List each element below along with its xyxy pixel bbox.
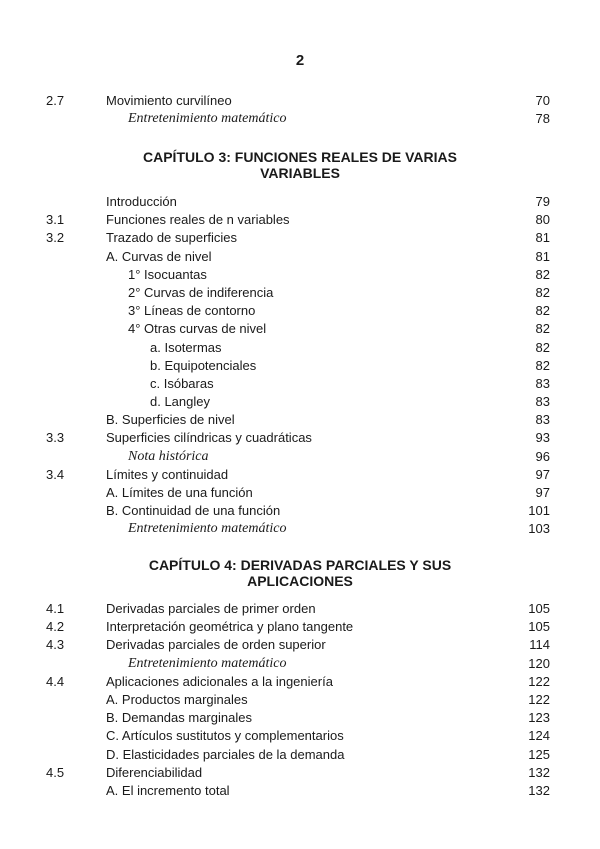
- toc-entry-page: 79: [535, 194, 550, 209]
- toc-entry: [0, 746, 600, 764]
- toc-entry-title: Entretenimiento matemático: [128, 655, 287, 671]
- toc-entry-number: 3.4: [46, 466, 65, 482]
- toc-entry-title: Entretenimiento matemático: [128, 111, 287, 127]
- toc-entry-page: 93: [535, 430, 550, 446]
- toc-entry-title: B. Demandas marginales: [106, 710, 252, 726]
- toc-entry-title: b. Equipotenciales: [150, 357, 257, 373]
- toc-entry-page: 132: [528, 764, 550, 780]
- toc-entry-title: Derivadas parciales de orden superior: [106, 637, 326, 653]
- toc-entry: [0, 429, 600, 447]
- chapter4-heading-line1: CAPÍTULO 4: DERIVADAS PARCIALES Y SUS: [148, 557, 452, 573]
- toc-entry-title: A. Curvas de nivel: [106, 248, 212, 264]
- toc-block-chapter4: [0, 600, 600, 800]
- toc-entry-page: 97: [535, 485, 550, 500]
- toc-entry-page: 82: [535, 339, 550, 355]
- toc-entry-title: Entretenimiento matemático: [128, 521, 287, 537]
- toc-entry: [0, 764, 600, 782]
- toc-entry: [0, 448, 600, 466]
- toc-entry-number: 3.3: [46, 430, 65, 446]
- toc-entry: [0, 411, 600, 429]
- toc-entry: [0, 636, 600, 654]
- toc-entry-title: Trazado de superficies: [106, 230, 238, 246]
- toc-entry-title: Nota histórica: [128, 448, 209, 464]
- toc-entry-page: 122: [528, 673, 550, 689]
- toc-entry-page: 82: [535, 266, 550, 282]
- toc-entry-title: A. Productos marginales: [106, 691, 248, 707]
- toc-entry-title: Funciones reales de n variables: [106, 212, 290, 228]
- toc-entry-page: 82: [535, 321, 550, 337]
- toc-entry-page: 124: [528, 728, 550, 744]
- toc-entry-title: Introducción: [106, 194, 177, 209]
- toc-entry: [0, 110, 600, 128]
- toc-entry-page: 70: [535, 93, 550, 108]
- toc-entry-page: 101: [528, 503, 550, 519]
- toc-entry-page: 105: [528, 619, 550, 635]
- toc-entry-page: 120: [528, 655, 550, 671]
- toc-entry-title: D. Elasticidades parciales de la demanda: [106, 746, 345, 762]
- toc-entry: [0, 193, 600, 211]
- toc-entry-title: Diferenciabilidad: [106, 764, 203, 780]
- toc-entry-title: 4° Otras curvas de nivel: [128, 321, 267, 337]
- toc-entry-title: Aplicaciones adicionales a la ingeniería: [106, 673, 333, 689]
- toc-entry: [0, 655, 600, 673]
- toc-entry: [0, 229, 600, 247]
- toc-entry-title: a. Isotermas: [150, 339, 222, 355]
- page-number: 2: [295, 52, 305, 69]
- toc-entry: [0, 600, 600, 618]
- toc-entry-number: 4.1: [46, 601, 65, 616]
- toc-entry-title: c. Isóbaras: [150, 375, 214, 391]
- toc-block-chapter2-end: [0, 92, 600, 128]
- toc-entry-title: Interpretación geométrica y plano tangente: [106, 619, 354, 635]
- toc-entry-page: 78: [535, 111, 550, 127]
- toc-entry: [0, 393, 600, 411]
- toc-entry: [0, 484, 600, 502]
- toc-entry-title: C. Artículos sustitutos y complementarios: [106, 728, 344, 744]
- toc-entry-page: 114: [529, 637, 550, 653]
- toc-entry-title: 2° Curvas de indiferencia: [128, 284, 274, 300]
- toc-entry: [0, 782, 600, 800]
- toc-entry-title: B. Continuidad de una función: [106, 503, 281, 519]
- toc-entry-title: Límites y continuidad: [106, 466, 229, 482]
- toc-entry-page: 83: [535, 394, 550, 410]
- toc-entry-title: d. Langley: [150, 394, 210, 410]
- toc-entry-title: Movimiento curvilíneo: [106, 93, 232, 108]
- toc-entry: [0, 357, 600, 375]
- chapter4-heading: [0, 557, 600, 589]
- toc-entry-number: 4.4: [46, 673, 65, 689]
- chapter3-heading-line2: VARIABLES: [260, 165, 340, 181]
- toc-block-chapter3: [0, 193, 600, 539]
- toc-entry: [0, 248, 600, 266]
- toc-entry-title: A. El incremento total: [106, 782, 230, 798]
- toc-entry: [0, 302, 600, 320]
- toc-entry-page: 132: [528, 782, 550, 798]
- toc-entry: [0, 266, 600, 284]
- toc-entry: [0, 502, 600, 520]
- chapter3-heading-line1: CAPÍTULO 3: FUNCIONES REALES DE VARIAS: [143, 149, 457, 165]
- toc-entry-number: 4.5: [46, 764, 65, 780]
- toc-entry: [0, 520, 600, 538]
- toc-entry-title: B. Superficies de nivel: [106, 412, 235, 428]
- toc-entry-page: 82: [535, 303, 550, 319]
- toc-entry: [0, 691, 600, 709]
- toc-entry-title: Superficies cilíndricas y cuadráticas: [106, 430, 312, 446]
- toc-entry-title: 3° Líneas de contorno: [128, 303, 256, 319]
- toc-entry-page: 125: [528, 746, 550, 762]
- toc-entry: [0, 284, 600, 302]
- toc-entry-title: Derivadas parciales de primer orden: [106, 601, 316, 616]
- toc-entry-page: 97: [535, 466, 550, 482]
- toc-entry: [0, 339, 600, 357]
- toc-entry: [0, 727, 600, 745]
- toc-entry: [0, 375, 600, 393]
- toc-entry-number: 2.7: [46, 93, 65, 108]
- toc-entry: [0, 211, 600, 229]
- toc-entry-page: 103: [528, 521, 550, 537]
- toc-entry-number: 4.2: [46, 619, 65, 635]
- toc-entry-title: A. Límites de una función: [106, 485, 253, 500]
- toc-entry: [0, 320, 600, 338]
- toc-entry-page: 83: [535, 375, 550, 391]
- toc-entry-page: 83: [535, 412, 550, 428]
- toc-entry-page: 82: [535, 284, 550, 300]
- chapter3-heading: [0, 149, 600, 181]
- toc-entry: [0, 618, 600, 636]
- toc-entry-page: 105: [528, 601, 550, 616]
- toc-entry-number: 3.1: [46, 212, 65, 228]
- toc-entry-title: 1° Isocuantas: [128, 266, 207, 282]
- toc-entry-page: 80: [535, 212, 550, 228]
- toc-entry-page: 81: [535, 248, 550, 264]
- toc-entry-page: 82: [535, 357, 550, 373]
- toc-entry-number: 4.3: [46, 637, 65, 653]
- toc-entry: [0, 466, 600, 484]
- toc-entry-number: 3.2: [46, 230, 65, 246]
- toc-entry: [0, 673, 600, 691]
- toc-entry-page: 96: [535, 448, 550, 464]
- toc-entry: [0, 709, 600, 727]
- toc-entry-page: 123: [528, 710, 550, 726]
- toc-entry: [0, 92, 600, 110]
- toc-entry-page: 122: [528, 691, 550, 707]
- chapter4-heading-line2: APLICACIONES: [247, 573, 353, 589]
- toc-entry-page: 81: [535, 230, 550, 246]
